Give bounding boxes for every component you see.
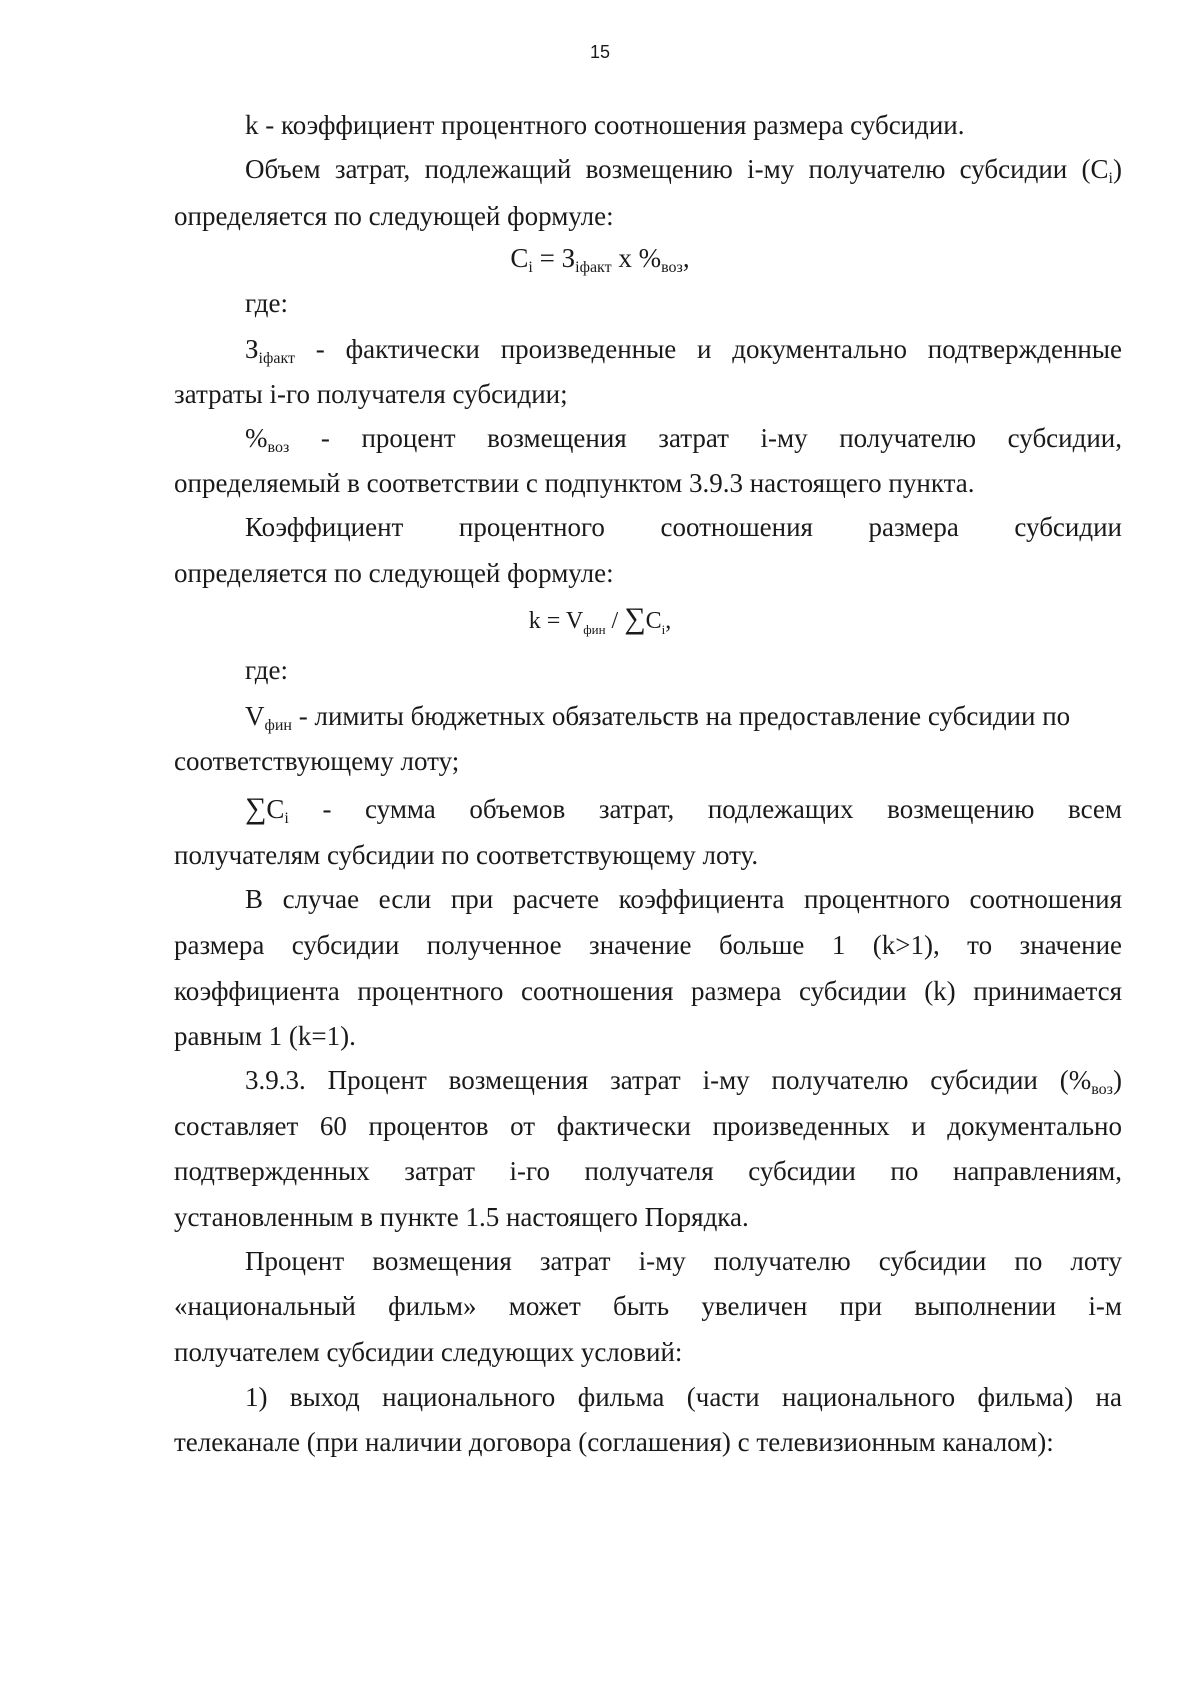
- formula-ci-c: C: [510, 243, 529, 273]
- where-label-1: где:: [245, 288, 288, 318]
- case-paragraph-line-2: размера субсидии полученное значение больше 1 (k>1), то значение: [174, 930, 1122, 960]
- condition-1-line-2: телеканале (при наличии договора (соглашения) с телевизионным каналом):: [174, 1427, 1054, 1457]
- v-symbol: V: [245, 701, 265, 731]
- percent-definition-text: - процент возмещения затрат i-му получателю субсидии,: [289, 423, 1122, 453]
- v-definition-text: - лимиты бюджетных обязательств на предоставление субсидии по: [292, 701, 1071, 731]
- sum-c-sub: i: [284, 810, 289, 827]
- percent-subscript: воз: [267, 439, 290, 456]
- formula-ci-end: ,: [682, 243, 690, 273]
- formula-k-c: C: [645, 608, 662, 634]
- cost-paragraph-text: Объем затрат, подлежащий возмещению i-му получателю субсидии (C: [245, 154, 1109, 184]
- case-paragraph-line-4: равным 1 (k=1).: [174, 1021, 356, 1051]
- section-393-text: 3.9.3. Процент возмещения затрат i-му получателю субсидии (%: [245, 1065, 1092, 1095]
- national-film-line-2: «национальный фильм» может быть увеличен при выполнении i-м: [174, 1291, 1122, 1321]
- sum-definition-line-1: [245, 794, 1122, 827]
- cost-paragraph-line-2: определяется по следующей формуле:: [174, 201, 614, 231]
- formula-k-v: k = V: [528, 608, 584, 634]
- section-393-line-4: установленным в пункте 1.5 настоящего Порядка.: [174, 1202, 749, 1232]
- closing-paren: ): [1113, 154, 1122, 184]
- section-393-sub: воз: [1091, 1081, 1113, 1098]
- cost-paragraph-line-1: [245, 156, 1122, 187]
- section-393-paren: ): [1113, 1065, 1122, 1095]
- sigma-symbol: ∑: [624, 602, 646, 635]
- percent-symbol: %: [245, 423, 268, 453]
- formula-k-v-sub: фин: [583, 622, 606, 637]
- formula-ci-z-sub: iфакт: [575, 259, 612, 276]
- formula-ci: [0, 245, 1200, 276]
- v-subscript: фин: [264, 717, 292, 734]
- where-label-2: где:: [245, 655, 288, 685]
- national-film-line-3: получателем субсидии следующих условий:: [174, 1337, 683, 1367]
- z-definition-text: - фактически произведенные и документально подтвержденные: [295, 334, 1122, 364]
- formula-k-end: ,: [665, 608, 672, 634]
- section-393-line-1: [245, 1067, 1122, 1098]
- section-393-line-3: подтвержденных затрат i-го получателя субсидии по направлениям,: [174, 1156, 1122, 1186]
- section-393-line-2: составляет 60 процентов от фактически произведенных и документально: [174, 1111, 1122, 1141]
- case-paragraph-line-3: коэффициента процентного соотношения размера субсидии (k) принимается: [174, 976, 1122, 1006]
- z-subscript: iфакт: [258, 350, 295, 367]
- condition-1-line-1: 1) выход национального фильма (части национального фильма) на: [245, 1382, 1122, 1412]
- coefficient-paragraph-line-1: Коэффициент процентного соотношения размера субсидии: [245, 512, 1122, 542]
- formula-ci-z: = З: [532, 243, 576, 273]
- case-paragraph-line-1: В случае если при расчете коэффициента процентного соотношения: [245, 884, 1122, 914]
- percent-definition-line-2: определяемый в соответствии с подпунктом 3.9.3 настоящего пункта.: [174, 468, 975, 498]
- sum-definition-line-2: получателям субсидии по соответствующему лоту.: [174, 840, 759, 870]
- formula-ci-x: x %: [611, 243, 662, 273]
- sum-definition-text: - сумма объемов затрат, подлежащих возмещению всем: [288, 794, 1122, 824]
- sum-c: C: [266, 794, 285, 824]
- v-definition-line-1: [245, 703, 1122, 734]
- k-definition: k - коэффициент процентного соотношения размера субсидии.: [245, 110, 965, 140]
- subscript-i: i: [1108, 170, 1113, 187]
- sigma-symbol: ∑: [245, 792, 267, 825]
- percent-definition-line-1: [245, 425, 1122, 456]
- z-definition-line-1: [245, 336, 1122, 367]
- v-definition-line-2: соответствующему лоту;: [174, 746, 460, 776]
- formula-ci-c-sub: i: [528, 259, 533, 276]
- formula-k: [0, 604, 1200, 636]
- national-film-line-1: Процент возмещения затрат i-му получателю субсидии по лоту: [245, 1246, 1122, 1276]
- formula-k-c-sub: i: [661, 622, 666, 637]
- z-definition-line-2: затраты i-го получателя субсидии;: [174, 379, 568, 409]
- formula-ci-voz-sub: воз: [661, 259, 683, 276]
- formula-k-slash: /: [605, 608, 625, 634]
- page-number: 15: [589, 42, 611, 62]
- coefficient-paragraph-line-2: определяется по следующей формуле:: [174, 558, 614, 588]
- z-symbol: З: [245, 334, 259, 364]
